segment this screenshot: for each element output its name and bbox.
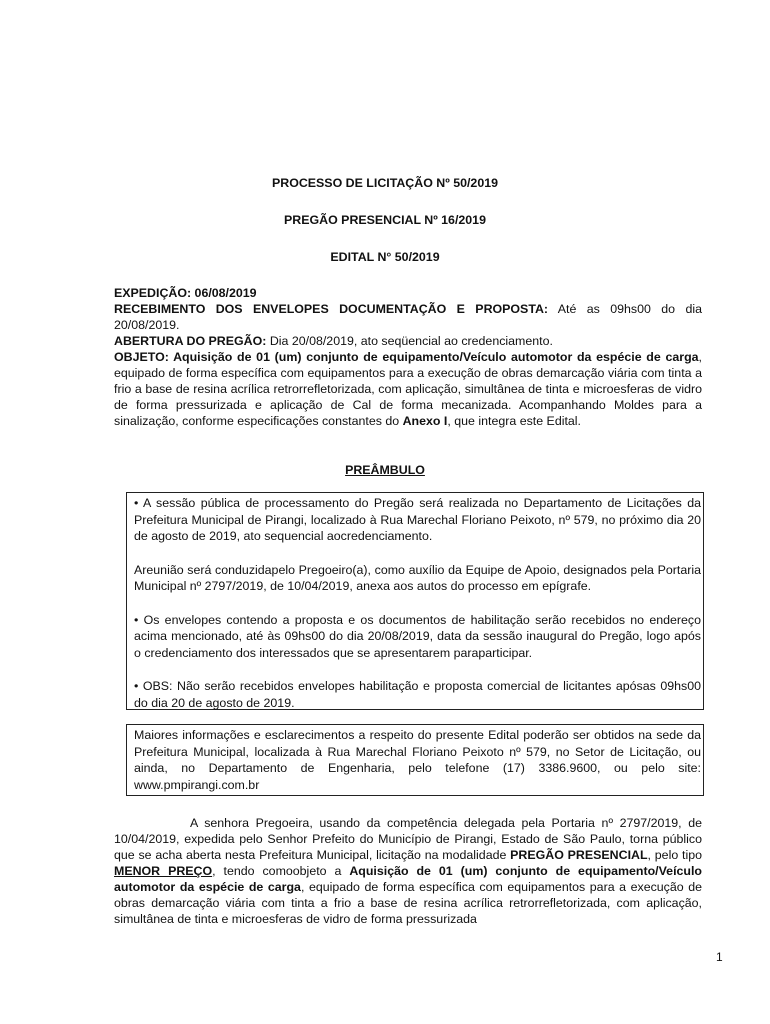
page-number: 1	[716, 950, 723, 964]
expedicao-line: EXPEDIÇÃO: 06/08/2019	[114, 286, 257, 300]
info-box	[126, 724, 704, 796]
preambulo-item-1: • A sessão pública de processamento do Pregão será realizada no Departamento de Licitações da Prefeitura Municipal de Pirangi, localizado à Rua Marechal Floriano Peixoto, nº 579, no próximo dia 20 de agosto de 2019, ato sequencial aocredenciamento.	[134, 496, 701, 543]
edital-title: EDITAL N° 50/2019	[330, 250, 440, 264]
abertura-line: ABERTURA DO PREGÃO: Dia 20/08/2019, ato seqüencial ao credenciamento.	[114, 334, 553, 348]
body-paragraph: A senhora Pregoeira, usando da competência delegada pela Portaria nº 2797/2019, de 10/04/2019, expedida pelo Senhor Prefeito do Município de Pirangi, Estado de São Paulo, torna público que se acha aberta nesta Prefeitura Municipal, licitação na modalidade PREGÃO PRESENCIAL, pelo tipo MENOR PREÇO, tendo comoobjeto a Aquisição de 01 (um) conjunto de equipamento/Veículo automotor da espécie de carga, equipado de forma específica com equipamentos para a execução de obras demarcação viária com tinta a frio a base de resina acrílica retrorrefletorizada, com aplicação, simultânea de tinta e microesferas de vidro de forma pressurizada	[114, 816, 702, 926]
preambulo-item-4: • OBS: Não serão recebidos envelopes habilitação e proposta comercial de licitantes apósas 09hs00 do dia 20 de agosto de 2019.	[134, 679, 701, 710]
recebimento-line: RECEBIMENTO DOS ENVELOPES DOCUMENTAÇÃO E PROPOSTA: Até as 09hs00 do dia	[114, 302, 702, 316]
preambulo-item-2: Areunião será conduzidapelo Pregoeiro(a), como auxílio da Equipe de Apoio, designados pela Portaria Municipal nº 2797/2019, de 10/04/2019, anexa aos autos do processo em epígrafe.	[134, 562, 701, 593]
preambulo-item-3: • Os envelopes contendo a proposta e os documentos de habilitação serão recebidos no endereço acima mencionado, até às 09hs00 do dia 20/08/2019, data da sessão inaugural do Pregão, logo após o credenciamento dos interessados que se apresentarem paraparticipar.	[134, 612, 701, 660]
pregao-title: PREGÃO PRESENCIAL Nº 16/2019	[284, 213, 486, 227]
preambulo-heading: PREÂMBULO	[345, 463, 425, 477]
preambulo-box	[126, 492, 704, 710]
objeto-paragraph: OBJETO: Aquisição de 01 (um) conjunto de equipamento/Veículo automotor da espécie de carga, equipado de forma específica com equipamentos para a execução de obras demarcação viária com tinta a frio a base de resina acrílica retrorrefletorizada, com aplicação, simultânea de tinta e microesferas de vidro de forma pressurizada e aplicação de Cal de forma mecanizada. Acompanhando Moldes para a sinalização, conforme especificações constantes do Anexo I, que integra este Edital.	[114, 350, 702, 428]
process-title: PROCESSO DE LICITAÇÃO Nº 50/2019	[271, 176, 498, 190]
info-box-text: Maiores informações e esclarecimentos a respeito do presente Edital poderão ser obtidos na sede da Prefeitura Municipal, localizada à Rua Marechal Floriano Peixoto nº 579, no Setor de Licitação, ou ainda, no Departamento de Engenharia, pelo telefone (17) 3386.9600, ou pelo site: www.pmpirangi.com.br	[134, 728, 701, 792]
recebimento-date: 20/08/2019.	[114, 318, 180, 332]
edital-info	[114, 285, 702, 429]
